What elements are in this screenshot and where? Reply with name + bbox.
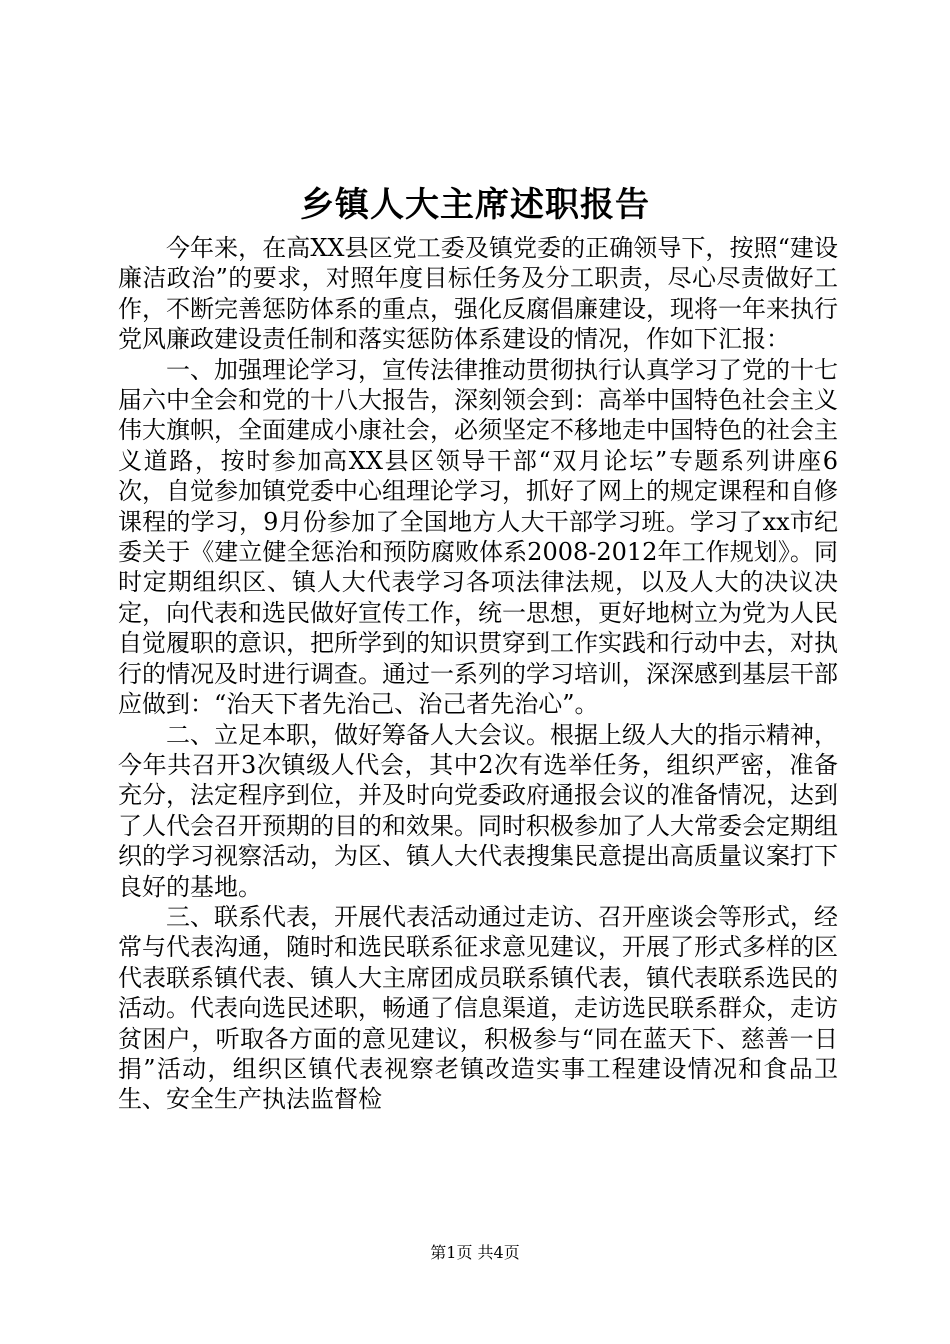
paragraph-intro: 今年来，在高XX县区党工委及镇党委的正确领导下，按照“建设廉洁政治”的要求，对照年度目标任务及分工职责，尽心尽责做好工作，不断完善惩防体系的重点，强化反腐倡廉建设，现将一年来执行党风廉政建设责任制和落实惩防体系建设的情况，作如下汇报： <box>118 234 838 354</box>
paragraph-theory-study: 一、加强理论学习，宣传法律推动贯彻执行认真学习了党的十七届六中全会和党的十八大报告，深刻领会到：高举中国特色社会主义伟大旗帜，全面建成小康社会，必须坚定不移地走中国特色的社会主义道路，按时参加高XX县区领导干部“双月论坛”专题系列讲座6次，自觉参加镇党委中心组理论学习，抓好了网上的规定课程和自修课程的学习，9月份参加了全国地方人大干部学习班。学习了xx市纪委关于《建立健全惩治和预防腐败体系2008-2012年工作规划》。同时定期组织区、镇人大代表学习各项法律法规，以及人大的决议决定，向代表和选民做好宣传工作，统一思想，更好地树立为党为人民自觉履职的意识，把所学到的知识贯穿到工作实践和行动中去，对执行的情况及时进行调查。通过一系列的学习培训，深深感到基层干部应做到：“治天下者先治己、治己者先治心”。 <box>118 355 838 719</box>
document-title: 乡镇人大主席述职报告 <box>300 185 650 225</box>
paragraph-congress-meetings: 二、立足本职，做好筹备人大会议。根据上级人大的指示精神，今年共召开3次镇级人代会，其中2次有选举任务，组织严密，准备充分，法定程序到位，并及时向党委政府通报会议的准备情况，达到了人代会召开预期的目的和效果。同时积极参加了人大常委会定期组织的学习视察活动，为区、镇人大代表搜集民意提出高质量议案打下良好的基地。 <box>118 720 838 901</box>
page-footer: 第1页 共4页 <box>430 1243 520 1262</box>
paragraph-deputy-liaison: 三、联系代表，开展代表活动通过走访、召开座谈会等形式，经常与代表沟通，随时和选民联系征求意见建议，开展了形式多样的区代表联系镇代表、镇人大主席团成员联系镇代表，镇代表联系选民的活动。代表向选民述职，畅通了信息渠道，走访选民联系群众，走访贫困户，听取各方面的意见建议，积极参与“同在蓝天下、慈善一日捐”活动，组织区镇代表视察老镇改造实事工程建设情况和食品卫生、安全生产执法监督检 <box>118 902 838 1114</box>
document-body <box>118 233 838 1115</box>
